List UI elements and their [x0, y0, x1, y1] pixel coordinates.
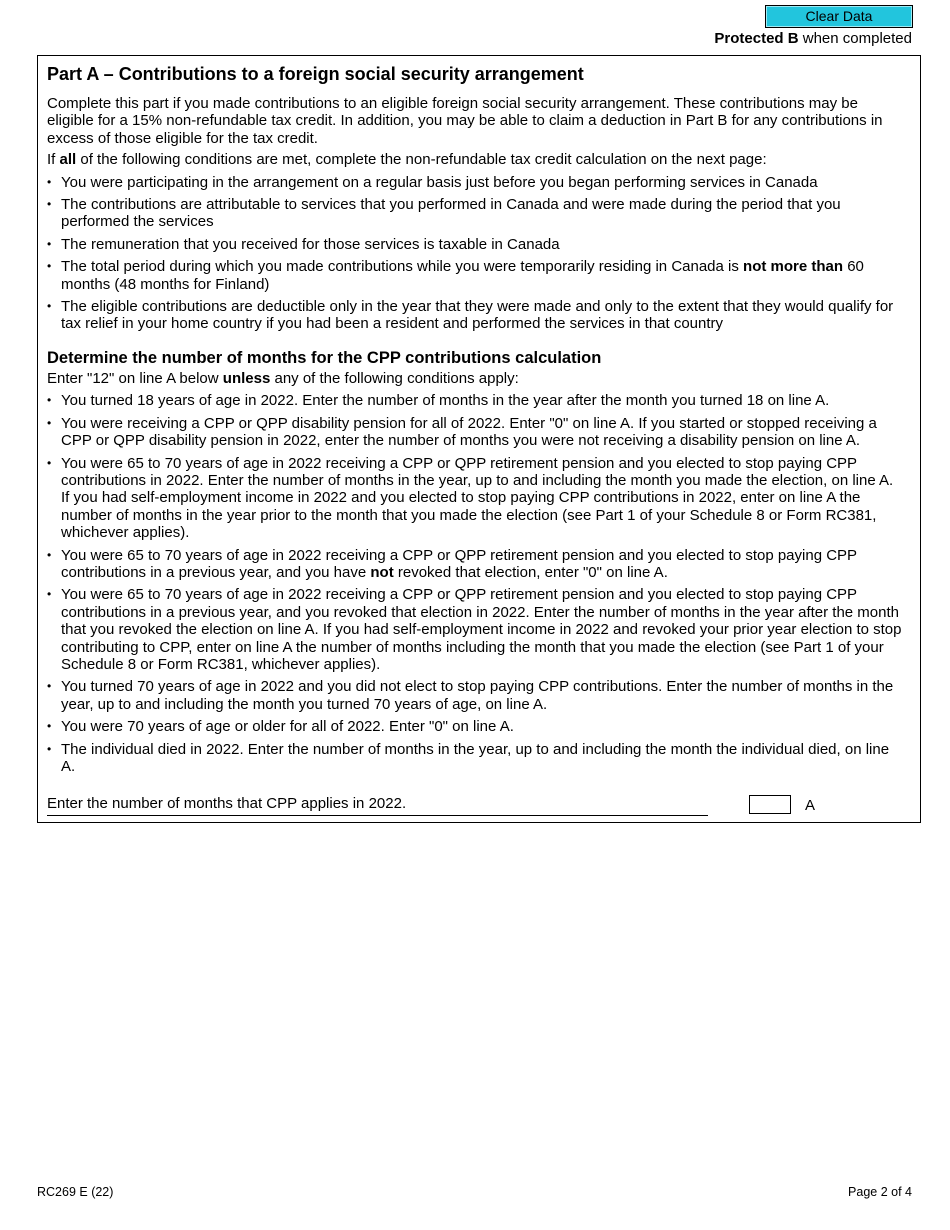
conditions-lead-bold: all: [59, 151, 77, 169]
cpp-condition-item: • You were 65 to 70 years of age in 2022 receiving a CPP or QPP retirement pension and you elected to stop paying CPP contributions in 2022. Enter the number of months in the year, up to and including the month you made the election, on line A. If you had self-employment income in 2022 and you elected to stop paying CPP contributions in 2022, enter on line A the number of months in the year prior to the month that you made the election (see Part 1 of your Schedule 8 or Form RC381, whichever applies).: [47, 455, 905, 542]
line-a-code: A: [805, 797, 816, 814]
condition-item: • You were participating in the arrangement on a regular basis just before you began performing services in Canada: [47, 174, 905, 191]
cpp-condition-item: • You were receiving a CPP or QPP disability pension for all of 2022. Enter "0" on line A. If you started or stopped receiving a CPP or QPP disability pension in 2022, enter the number of months you were not receiving a disability pension on line A.: [47, 415, 905, 450]
cpp-condition-item: • You were 65 to 70 years of age in 2022 receiving a CPP or QPP retirement pension and you elected to stop paying CPP contributions in a previous year, and you revoked that election in 2022. Enter the number of months in the year after the month that you revoked the election on line A. If you had self-employment income in 2022 and revoked your prior year election to stop contributing to CPP, enter on line A the number of months including the month that you made the election (see Part 1 of your Schedule 8 or Form RC381, whichever applies).: [47, 586, 905, 673]
cpp-lead: [47, 370, 905, 387]
conditions-list: [47, 174, 905, 333]
line-a-row: [47, 794, 907, 818]
cpp-condition-bold: not: [370, 563, 394, 581]
cpp-condition-item: • You turned 18 years of age in 2022. Enter the number of months in the year after the month you turned 18 on line A.: [47, 392, 905, 409]
condition-item: • The contributions are attributable to services that you performed in Canada and were made during the period that you performed the services: [47, 196, 905, 231]
form-identifier: RC269 E (22): [37, 1185, 114, 1199]
conditions-lead: [47, 151, 905, 168]
condition-item: • The eligible contributions are deductible only in the year that they were made and only to the extent that they would qualify for tax relief in your home country if you had been a resident and performed the services in that country: [47, 298, 905, 333]
clear-data-button[interactable]: Clear Data: [765, 5, 913, 28]
page-number: Page 2 of 4: [848, 1185, 912, 1199]
part-a-section: [37, 55, 921, 823]
cpp-lead-post: any of the following conditions apply:: [270, 369, 519, 387]
condition-text-bold: not more than: [743, 258, 844, 276]
cpp-conditions-list: [47, 392, 905, 775]
part-a-intro: Complete this part if you made contributions to an eligible foreign social security arrangement. These contributions may be eligible for a 15% non-refundable tax credit. In addition, you may be able to claim a deduction in Part B for any contributions in excess of those eligible for the tax credit.: [47, 95, 883, 147]
cpp-lead-pre: Enter "12" on line A below: [47, 369, 223, 387]
protected-b-label: Protected B: [714, 30, 799, 47]
condition-text-post: 60 months (48 months for Finland): [61, 258, 864, 293]
cpp-condition-item: • You were 70 years of age or older for all of 2022. Enter "0" on line A.: [47, 718, 905, 735]
conditions-lead-pre: If: [47, 151, 60, 169]
cpp-condition-post: revoked that election, enter "0" on line A.: [393, 563, 668, 581]
condition-text-pre: The total period during which you made contributions while you were temporarily residing in Canada is: [61, 258, 744, 276]
cpp-condition-item: • The individual died in 2022. Enter the number of months in the year, up to and including the month the individual died, on line A.: [47, 741, 905, 776]
condition-item: [47, 258, 905, 293]
protected-b-suffix: when completed: [798, 30, 912, 47]
cpp-condition-item: [47, 547, 905, 582]
part-a-title: Part A – Contributions to a foreign social security arrangement: [47, 64, 584, 84]
cpp-condition-item: • You turned 70 years of age in 2022 and you did not elect to stop paying CPP contributions. Enter the number of months in the year, up to and including the month you turned 70 years of age, on line A.: [47, 678, 905, 713]
line-a-label: Enter the number of months that CPP applies in 2022.: [47, 794, 708, 816]
line-a-months-input[interactable]: [749, 795, 791, 814]
part-a-content: [47, 64, 905, 775]
condition-item: • The remuneration that you received for those services is taxable in Canada: [47, 236, 905, 253]
protected-b-notice: [714, 30, 912, 47]
cpp-lead-bold: unless: [222, 369, 271, 387]
cpp-condition-pre: You were 65 to 70 years of age in 2022 receiving a CPP or QPP retirement pension and you elected to stop paying CPP contributions in a previous year, and you have: [61, 546, 857, 581]
cpp-section-title: Determine the number of months for the CPP contributions calculation: [47, 348, 602, 367]
conditions-lead-post: of the following conditions are met, complete the non-refundable tax credit calculation on the next page:: [76, 151, 767, 169]
